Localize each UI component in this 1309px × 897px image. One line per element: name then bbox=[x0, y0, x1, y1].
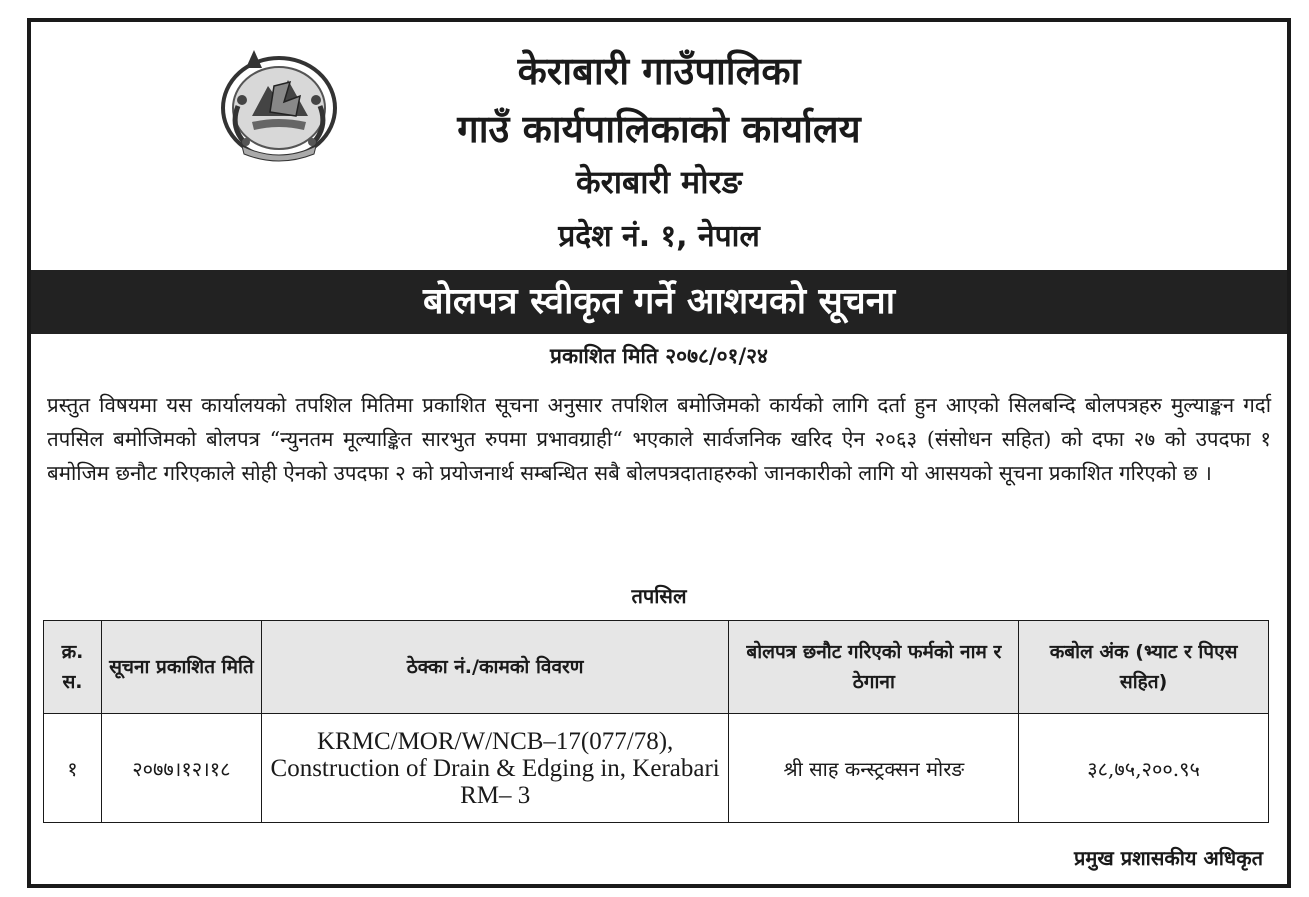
notice-body-paragraph: प्रस्तुत विषयमा यस कार्यालयको तपशिल मितिमा प्रकाशित सूचना अनुसार तपशिल बमोजिमको कार्यको लागि दर्ता हुन आएको सिलबन्दि बोलपत्रहरु मुल्याङ्कन गर्दा तपसिल बमोजिमको बोलपत्र “न्युनतम मूल्याङ्कित सारभुत रुपमा प्रभावग्राही“ भएकाले सार्वजनिक खरिद ऐन २०६३ (संसोधन सहित) को दफा २७ को उपदफा १ बमोजिम छनौट गरिएकाले सोही ऐनको उपदफा २ को प्रयोजनार्थ सम्बन्धित सबै बोलपत्रदाताहरुको जानकारीको लागि यो आसयको सूचना प्रकाशित गरिएको छ । bbox=[47, 393, 1272, 485]
header-sn: क्र. स. bbox=[44, 621, 102, 714]
province-line: प्रदेश नं. १, नेपाल bbox=[558, 219, 760, 254]
notice-title-banner: बोलपत्र स्वीकृत गर्ने आशयको सूचना bbox=[31, 270, 1287, 334]
municipality-name: केराबारी गाउँपालिका bbox=[517, 49, 801, 93]
cell-sn: १ bbox=[44, 714, 102, 823]
cell-notice-date: २०७७।१२।१८ bbox=[101, 714, 261, 823]
header-firm: बोलपत्र छनौट गरिएको फर्मको नाम र ठेगाना bbox=[729, 621, 1019, 714]
published-date: प्रकाशित मिति २०७८/०१/२४ bbox=[550, 344, 768, 368]
cell-contract: KRMC/MOR/W/NCB–17(077/78), Construction of Drain & Edging in, Kerabari RM– 3 bbox=[261, 714, 729, 823]
header-bid-amount: कबोल अंक (भ्याट र पिएस सहित) bbox=[1019, 621, 1269, 714]
office-name: गाउँ कार्यपालिकाको कार्यालय bbox=[457, 107, 861, 151]
header-notice-date: सूचना प्रकाशित मिति bbox=[101, 621, 261, 714]
office-header bbox=[31, 22, 1287, 270]
office-location: केराबारी मोरङ bbox=[576, 163, 742, 201]
notice-frame bbox=[27, 18, 1291, 888]
award-table bbox=[43, 620, 1269, 823]
schedule-label: तपसिल bbox=[631, 584, 687, 608]
signoff-officer: प्रमुख प्रशासकीय अधिकृत bbox=[1074, 846, 1263, 870]
cell-firm: श्री साह कन्स्ट्रक्सन मोरङ bbox=[729, 714, 1019, 823]
header-contract: ठेक्का नं./कामको विवरण bbox=[261, 621, 729, 714]
cell-bid-amount: ३८,७५,२००.९५ bbox=[1019, 714, 1269, 823]
table-header-row bbox=[44, 621, 1269, 714]
table-row bbox=[44, 714, 1269, 823]
